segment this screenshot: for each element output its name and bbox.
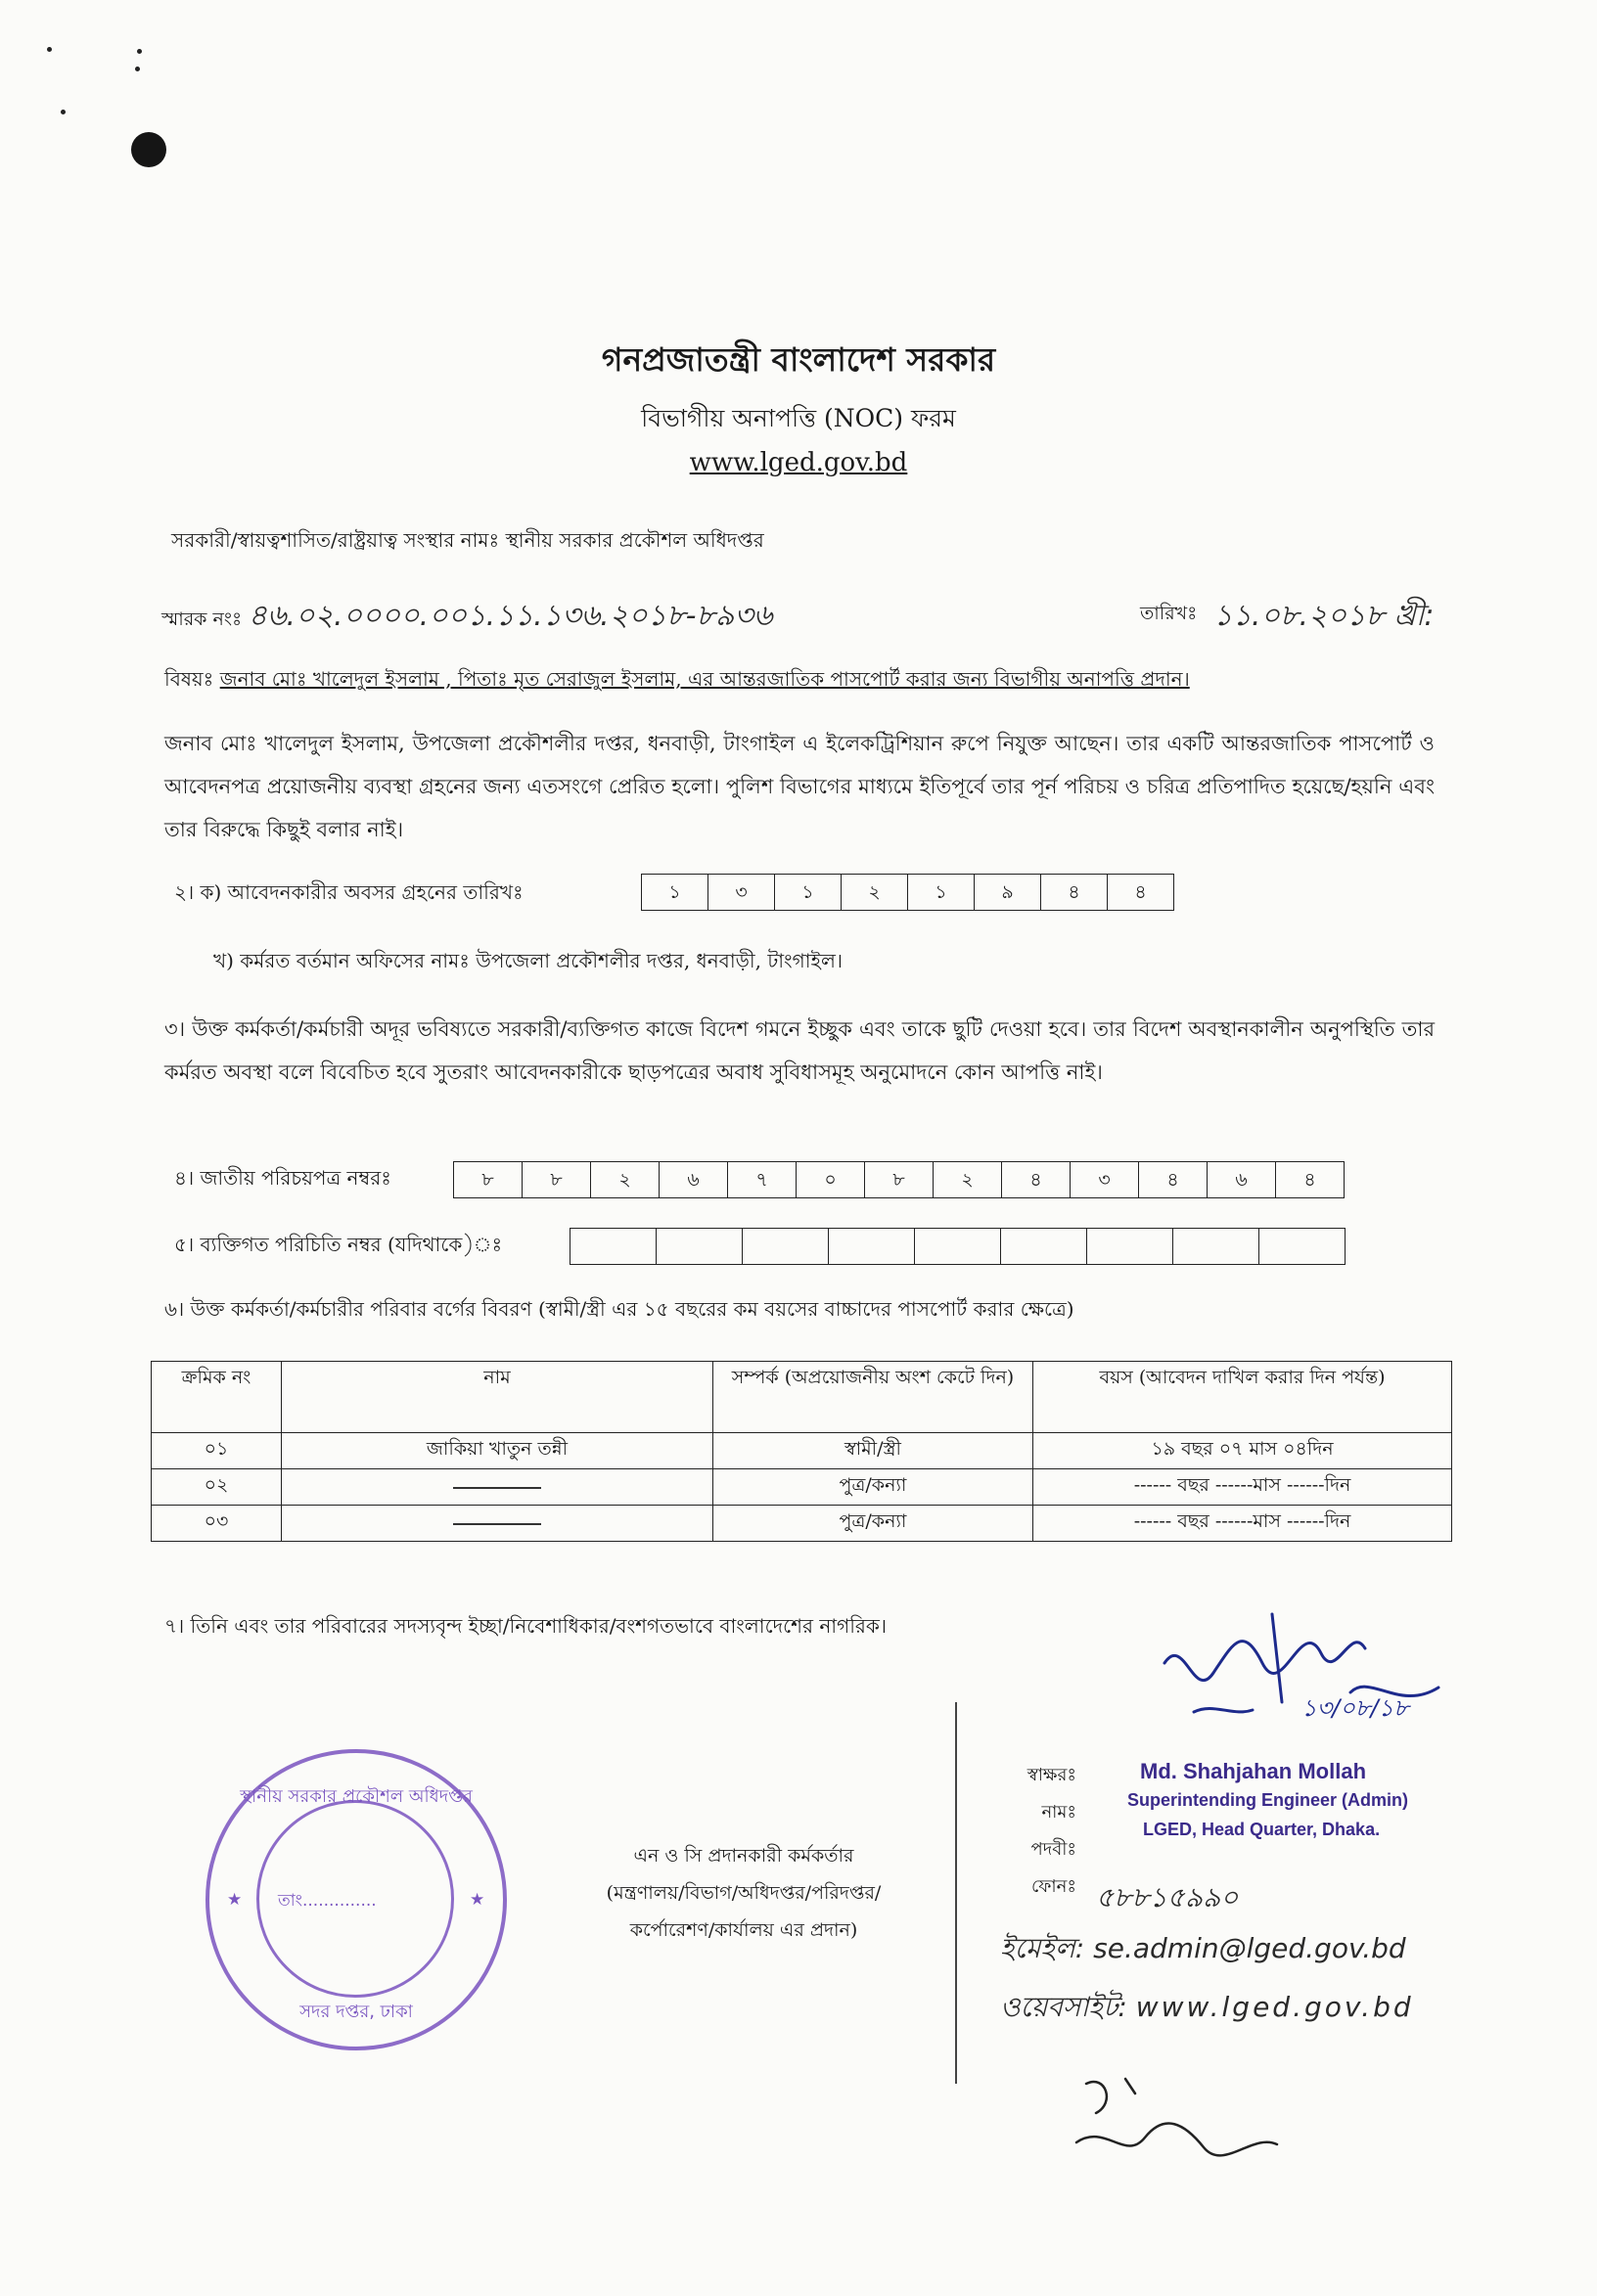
nid-digit: ৮	[865, 1162, 934, 1197]
seal-bottom-text: সদর দপ্তর, ঢাকা	[299, 2002, 413, 2022]
family-table-header	[152, 1362, 1452, 1433]
punch-hole	[131, 132, 166, 167]
retirement-digit: ১	[642, 875, 708, 910]
retirement-date-boxes	[641, 874, 1174, 911]
col-relation: সম্পর্ক (অপ্রয়োজনীয় অংশ কেটে দিন)	[713, 1362, 1033, 1433]
cell-serial: ০৩	[152, 1506, 282, 1542]
personal-id-digit	[915, 1229, 1001, 1264]
retirement-date-label: ২। ক) আবেদনকারীর অবসর গ্রহনের তারিখঃ	[174, 880, 524, 904]
officer-title: Superintending Engineer (Admin)	[1127, 1790, 1408, 1810]
org-line	[171, 526, 764, 559]
personal-id-digit	[829, 1229, 915, 1264]
table-row	[152, 1433, 1452, 1469]
nid-digit: ৪	[1303, 1169, 1316, 1191]
web-line	[1000, 1986, 1414, 2032]
nid-digit: ৬	[660, 1162, 728, 1197]
nid-digit: ৮	[454, 1162, 523, 1197]
nid-label: ৪। জাতীয় পরিচয়পত্র নম্বরঃ	[174, 1166, 391, 1190]
signature-divider	[955, 1702, 957, 2084]
web-value[interactable]: www.lged.gov.bd	[1135, 1991, 1414, 2023]
memo-number: ৪৬.০২.০০০০.০০১.১১.১৩৬.২০১৮-৮৯৩৬	[248, 599, 773, 633]
personal-id-digit	[743, 1229, 829, 1264]
retirement-digit: ৩	[708, 875, 775, 910]
subject-label: বিষয়ঃ	[164, 667, 214, 691]
memo-label: স্মারক নংঃ	[161, 608, 243, 630]
phone-label: ফোনঃ	[1030, 1876, 1076, 1897]
form-subtitle: বিভাগীয় অনাপত্তি (NOC) ফরম	[641, 404, 956, 432]
personal-id-boxes	[570, 1228, 1346, 1265]
memo-date-label: তারিখঃ	[1140, 603, 1198, 624]
retirement-digit: ১	[908, 875, 975, 910]
nid-digit: ৬	[1208, 1162, 1276, 1197]
nid-digit: ২	[934, 1162, 1002, 1197]
website-link[interactable]: www.lged.gov.bd	[689, 448, 908, 477]
cell-age: ------ বছর ------মাস ------দিন	[1033, 1469, 1452, 1506]
speck	[135, 67, 140, 71]
name-label: নামঃ	[1041, 1802, 1076, 1823]
nid-digit: ২	[591, 1162, 660, 1197]
citizenship-line: ৭। তিনি এবং তার পরিবারের সদস্যবৃন্দ ইচ্ছা/নিবেশাধিকার/বংশগতভাবে বাংলাদেশের নাগরিক।	[164, 1614, 888, 1638]
retirement-digit: ৯	[975, 875, 1041, 910]
table-row	[152, 1469, 1452, 1506]
noc-issuer-line3: কর্পোরেশণ/কার্যালয় এর প্রদান)	[629, 1919, 858, 1941]
cell-serial: ০১	[152, 1433, 282, 1469]
email-label: ইমেইল:	[1000, 1932, 1085, 1964]
cell-name: জাকিয়া খাতুন তন্নী	[282, 1433, 713, 1469]
cell-name	[282, 1469, 713, 1506]
personal-id-digit	[570, 1229, 657, 1264]
cell-age: ------ বছর ------মাস ------দিন	[1033, 1506, 1452, 1542]
retirement-digit: ২	[842, 875, 908, 910]
current-office-line	[213, 947, 843, 979]
current-office-value: উপজেলা প্রকৌশলীর দপ্তর, ধনবাড়ী, টাংগাইল।	[476, 949, 843, 972]
org-label: সরকারী/স্বায়ত্বশাসিত/রাষ্ট্রয়াত্ব সংস্থার নামঃ	[171, 528, 500, 552]
cell-relation: স্বামী/স্ত্রী	[713, 1433, 1033, 1469]
col-age: বয়স (আবেদন দাখিল করার দিন পর্যন্ত)	[1033, 1362, 1452, 1433]
nid-digit: ৮	[523, 1162, 591, 1197]
col-name: নাম	[282, 1362, 713, 1433]
org-value: স্থানীয় সরকার প্রকৌশল অধিদপ্তর	[505, 528, 764, 552]
paragraph-travel: ৩। উক্ত কর্মকর্তা/কর্মচারী অদূর ভবিষ্যতে সরকারী/ব্যক্তিগত কাজে বিদেশ গমনে ইচ্ছুক এবং তাকে ছুটি দেওয়া হবে। তার বিদেশ অবস্থানকালীন অনুপস্থিতি তার কর্মরত অবস্থা বলে বিবেচিত হবে সুতরাং আবেদনকারীকে ছাড়পত্রের অবাধ সুবিধাসমূহ অনুমোদনে কোন আপত্তি নাই।	[164, 1017, 1435, 1084]
nid-digit: ৩	[1071, 1162, 1139, 1197]
seal-inner-text: তাং..............	[278, 1891, 377, 1911]
web-label: ওয়েবসাইট:	[1000, 1991, 1127, 2023]
designation-label: পদবীঃ	[1030, 1839, 1076, 1860]
cell-age: ১৯ বছর ০৭ মাস ০৪দিন	[1033, 1433, 1452, 1469]
table-row	[152, 1506, 1452, 1542]
memo-line	[161, 592, 1453, 642]
noc-issuer-line1: এন ও সি প্রদানকারী কর্মকর্তার	[633, 1845, 854, 1867]
retirement-digit: ৪	[1134, 881, 1147, 903]
memo-date: ১১.০৮.২০১৮ খ্রী:	[1213, 599, 1435, 633]
personal-id-digit	[657, 1229, 743, 1264]
noc-issuer-block	[548, 1837, 939, 1949]
col-serial: ক্রমিক নং	[152, 1362, 282, 1433]
personal-id-digit	[1087, 1229, 1173, 1264]
nid-digit: ৭	[728, 1162, 797, 1197]
speck	[47, 47, 52, 52]
nid-digit: ০	[797, 1162, 865, 1197]
paragraph-intro: জনাব মোঃ খালেদুল ইসলাম, উপজেলা প্রকৌশলীর দপ্তর, ধনবাড়ী, টাংগাইল এ ইলেকট্রিশিয়ান রুপে নিযুক্ত আছেন। তার একটি আন্তরজাতিক পাসপোর্ট ও আবেদনপত্র প্রয়োজনীয় ব্যবস্থা গ্রহনের জন্য এতসংগে প্রেরিত হলো। পুলিশ বিভাগের মাধ্যমে ইতিপূর্বে তার পূর্ন পরিচয় ও চরিত্র প্রতিপাদিত হয়েছে/হয়নি এবং তার বিরুদ্ধে কিছুই বলার নাই।	[164, 732, 1435, 841]
sign-label: স্বাক্ষরঃ	[1027, 1765, 1076, 1785]
nid-digit: ৪	[1139, 1162, 1208, 1197]
family-heading: ৬। উক্ত কর্মকর্তা/কর্মচারীর পরিবার বর্গের বিবরণ (স্বামী/স্ত্রী এর ১৫ বছরের কম বয়সের বাচ্চাদের পাসপোর্ট করার ক্ষেত্রে)	[164, 1297, 1074, 1321]
office-seal	[205, 1749, 507, 2050]
cell-relation: পুত্র/কন্যা	[713, 1506, 1033, 1542]
seal-star-icon: ★	[470, 1890, 485, 1910]
cell-relation: পুত্র/কন্যা	[713, 1469, 1033, 1506]
seal-star-icon: ★	[227, 1890, 243, 1910]
speck	[137, 49, 142, 54]
nid-boxes	[453, 1161, 1345, 1198]
cell-name	[282, 1506, 713, 1542]
nid-digit: ৪	[1002, 1162, 1071, 1197]
email-value[interactable]: se.admin@lged.gov.bd	[1093, 1932, 1406, 1964]
personal-id-label: ৫। ব্যক্তিগত পরিচিতি নম্বর (যদিথাকে)ঃ	[174, 1233, 503, 1256]
noc-issuer-line2: (মন্ত্রণালয়/বিভাগ/অধিদপ্তর/পরিদপ্তর/	[606, 1882, 882, 1904]
current-office-label: খ) কর্মরত বর্তমান অফিসের নামঃ	[213, 949, 470, 972]
personal-id-digit	[1259, 1229, 1345, 1264]
officer-office: LGED, Head Quarter, Dhaka.	[1143, 1820, 1381, 1839]
name-strikeout	[453, 1523, 541, 1525]
cell-serial: ০২	[152, 1469, 282, 1506]
retirement-digit: ৪	[1041, 875, 1108, 910]
page-title: গনপ্রজাতন্ত্রী বাংলাদেশ সরকার	[601, 340, 996, 379]
officer-name: Md. Shahjahan Mollah	[1140, 1759, 1367, 1783]
sign-date: ১৩/০৮/১৮	[1301, 1694, 1409, 1722]
phone-value: ৫৮৮১৫৯৯০	[1096, 1881, 1239, 1913]
seal-outer-text: স্থানীয় সরকার প্রকৌশল অধিদপ্তর	[240, 1786, 473, 1807]
subject-line	[164, 665, 1190, 698]
personal-id-digit	[1001, 1229, 1087, 1264]
personal-id-digit	[1173, 1229, 1259, 1264]
speck	[61, 110, 66, 114]
name-strikeout	[453, 1487, 541, 1489]
subject-text: জনাব মোঃ খালেদুল ইসলাম , পিতাঃ মৃত সেরাজুল ইসলাম, এর আন্তরজাতিক পাসপোর্ট করার জন্য বিভাগীয় অনাপত্তি প্রদান।	[219, 667, 1190, 691]
family-table	[151, 1361, 1452, 1542]
initials-icon	[1067, 2064, 1292, 2182]
signature-labels	[1008, 1757, 1076, 1906]
retirement-digit: ১	[775, 875, 842, 910]
email-line	[1000, 1927, 1406, 1973]
